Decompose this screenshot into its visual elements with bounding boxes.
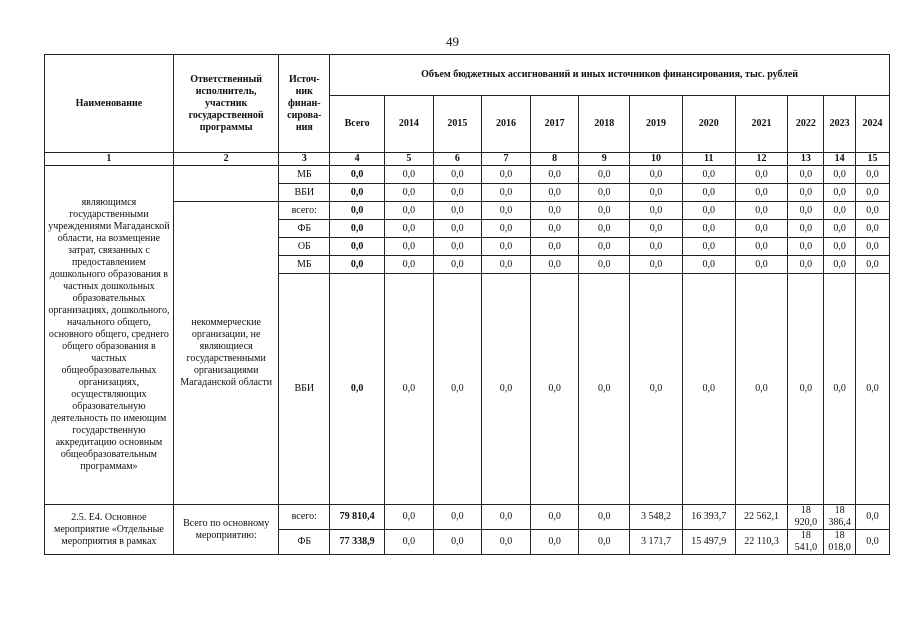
column-number: 3 (279, 153, 330, 166)
value-cell: 0,0 (433, 238, 482, 256)
total-cell: 0,0 (330, 256, 385, 274)
value-cell: 0,0 (630, 238, 683, 256)
value-cell: 3 548,2 (630, 505, 683, 530)
value-cell: 0,0 (433, 202, 482, 220)
activity-name-cell: являющимся государственными учреждениями Магаданской области, на возмещение затрат, связанных с предоставлением дошкольного образования в частных дошкольных образовательных организациях, дошкольного, начального общего, основного общего, среднего общего образования в частных общеобразовательных организациях, осуществляющих образовательную деятельность по имеющим государственную аккредитацию основным общеобразовательным программам» (45, 166, 174, 505)
value-cell: 0,0 (385, 274, 434, 505)
total-cell: 0,0 (330, 220, 385, 238)
executor-cell: Всего по основному мероприятию: (173, 505, 279, 555)
column-number: 13 (788, 153, 824, 166)
header-source: Источ-ник финан-сирова-ния (279, 55, 330, 153)
value-cell: 0,0 (788, 202, 824, 220)
value-cell: 0,0 (824, 184, 856, 202)
value-cell: 0,0 (682, 202, 735, 220)
value-cell: 0,0 (530, 220, 579, 238)
executor-cell: некоммерческие организации, не являющиеся государственными организациями Магаданской области (173, 202, 279, 505)
value-cell: 0,0 (682, 220, 735, 238)
value-cell: 0,0 (630, 166, 683, 184)
value-cell: 18 386,4 (824, 505, 856, 530)
header-year: 2018 (579, 96, 630, 153)
value-cell: 22 562,1 (735, 505, 788, 530)
value-cell: 0,0 (856, 220, 890, 238)
value-cell: 0,0 (856, 238, 890, 256)
value-cell: 0,0 (385, 166, 434, 184)
value-cell: 0,0 (579, 274, 630, 505)
source-cell: МБ (279, 256, 330, 274)
value-cell: 18 920,0 (788, 505, 824, 530)
value-cell: 0,0 (530, 274, 579, 505)
column-number: 2 (173, 153, 279, 166)
value-cell: 0,0 (530, 256, 579, 274)
value-cell: 0,0 (682, 166, 735, 184)
value-cell: 0,0 (856, 256, 890, 274)
value-cell: 0,0 (788, 238, 824, 256)
activity-name-cell: 2.5. Е4. Основное мероприятие «Отдельные мероприятия в рамках (45, 505, 174, 555)
value-cell: 0,0 (630, 274, 683, 505)
value-cell: 0,0 (824, 202, 856, 220)
value-cell: 0,0 (385, 238, 434, 256)
value-cell: 0,0 (856, 505, 890, 530)
value-cell: 0,0 (482, 505, 531, 530)
column-number: 7 (482, 153, 531, 166)
column-number: 12 (735, 153, 788, 166)
header-year: 2015 (433, 96, 482, 153)
value-cell: 0,0 (482, 274, 531, 505)
total-cell: 79 810,4 (330, 505, 385, 530)
source-cell: ОБ (279, 238, 330, 256)
value-cell: 0,0 (530, 238, 579, 256)
value-cell: 0,0 (482, 220, 531, 238)
value-cell: 0,0 (530, 530, 579, 555)
value-cell: 0,0 (856, 202, 890, 220)
value-cell: 0,0 (735, 256, 788, 274)
value-cell: 0,0 (788, 220, 824, 238)
value-cell: 0,0 (530, 184, 579, 202)
column-number: 10 (630, 153, 683, 166)
value-cell: 0,0 (735, 166, 788, 184)
value-cell: 0,0 (682, 184, 735, 202)
value-cell: 0,0 (579, 220, 630, 238)
value-cell: 0,0 (579, 202, 630, 220)
value-cell: 0,0 (856, 274, 890, 505)
value-cell: 0,0 (482, 202, 531, 220)
value-cell: 0,0 (824, 256, 856, 274)
header-year: 2021 (735, 96, 788, 153)
table-row (45, 166, 890, 184)
value-cell: 0,0 (735, 274, 788, 505)
value-cell: 0,0 (385, 220, 434, 238)
value-cell: 0,0 (824, 166, 856, 184)
column-number: 4 (330, 153, 385, 166)
value-cell: 0,0 (433, 166, 482, 184)
value-cell: 0,0 (530, 166, 579, 184)
value-cell: 0,0 (433, 274, 482, 505)
header-year: 2020 (682, 96, 735, 153)
value-cell: 3 171,7 (630, 530, 683, 555)
header-year: 2024 (856, 96, 890, 153)
value-cell: 0,0 (735, 202, 788, 220)
source-cell: всего: (279, 202, 330, 220)
header-year: 2017 (530, 96, 579, 153)
header-year: 2016 (482, 96, 531, 153)
column-number: 11 (682, 153, 735, 166)
value-cell: 0,0 (385, 505, 434, 530)
header-year: 2019 (630, 96, 683, 153)
value-cell: 0,0 (824, 220, 856, 238)
header-year: 2014 (385, 96, 434, 153)
executor-cell-empty (173, 166, 279, 202)
header-year: 2023 (824, 96, 856, 153)
column-number: 15 (856, 153, 890, 166)
value-cell: 15 497,9 (682, 530, 735, 555)
value-cell: 0,0 (482, 166, 531, 184)
source-cell: МБ (279, 166, 330, 184)
header-name: Наименование (45, 55, 174, 153)
column-number: 1 (45, 153, 174, 166)
value-cell: 0,0 (824, 238, 856, 256)
total-cell: 0,0 (330, 184, 385, 202)
column-number: 8 (530, 153, 579, 166)
budget-table (44, 54, 890, 555)
total-cell: 0,0 (330, 274, 385, 505)
value-cell: 0,0 (433, 220, 482, 238)
page-number: 49 (446, 34, 459, 49)
value-cell: 0,0 (824, 274, 856, 505)
source-cell: ФБ (279, 220, 330, 238)
value-cell: 0,0 (856, 184, 890, 202)
value-cell: 0,0 (682, 274, 735, 505)
value-cell: 0,0 (530, 202, 579, 220)
value-cell: 0,0 (433, 530, 482, 555)
value-cell: 0,0 (630, 184, 683, 202)
header-budget-group: Объем бюджетных ассигнований и иных источников финансирования, тыс. рублей (330, 55, 890, 96)
value-cell: 0,0 (579, 166, 630, 184)
value-cell: 0,0 (579, 530, 630, 555)
value-cell: 0,0 (788, 274, 824, 505)
value-cell: 18 018,0 (824, 530, 856, 555)
value-cell: 0,0 (530, 505, 579, 530)
value-cell: 0,0 (433, 184, 482, 202)
value-cell: 0,0 (735, 238, 788, 256)
table-row (45, 505, 890, 530)
value-cell: 0,0 (482, 256, 531, 274)
value-cell: 0,0 (385, 202, 434, 220)
value-cell: 0,0 (630, 220, 683, 238)
value-cell: 0,0 (433, 256, 482, 274)
value-cell: 0,0 (482, 530, 531, 555)
header-executor: Ответственный исполнитель, участник государственной программы (173, 55, 279, 153)
total-cell: 77 338,9 (330, 530, 385, 555)
value-cell: 0,0 (735, 220, 788, 238)
value-cell: 0,0 (856, 530, 890, 555)
value-cell: 0,0 (579, 505, 630, 530)
value-cell: 18 541,0 (788, 530, 824, 555)
column-numbers-row (45, 153, 890, 166)
source-cell: ВБИ (279, 274, 330, 505)
header-year: 2022 (788, 96, 824, 153)
total-cell: 0,0 (330, 238, 385, 256)
value-cell: 0,0 (630, 256, 683, 274)
source-cell: ВБИ (279, 184, 330, 202)
value-cell: 0,0 (788, 166, 824, 184)
value-cell: 0,0 (385, 184, 434, 202)
value-cell: 0,0 (482, 238, 531, 256)
value-cell: 22 110,3 (735, 530, 788, 555)
value-cell: 0,0 (579, 184, 630, 202)
value-cell: 0,0 (682, 238, 735, 256)
column-number: 14 (824, 153, 856, 166)
value-cell: 0,0 (682, 256, 735, 274)
value-cell: 0,0 (788, 256, 824, 274)
total-cell: 0,0 (330, 166, 385, 184)
value-cell: 0,0 (385, 530, 434, 555)
value-cell: 0,0 (385, 256, 434, 274)
value-cell: 0,0 (482, 184, 531, 202)
column-number: 5 (385, 153, 434, 166)
source-cell: всего: (279, 505, 330, 530)
total-cell: 0,0 (330, 202, 385, 220)
value-cell: 0,0 (788, 184, 824, 202)
value-cell: 0,0 (579, 238, 630, 256)
value-cell: 0,0 (433, 505, 482, 530)
value-cell: 0,0 (735, 184, 788, 202)
value-cell: 0,0 (630, 202, 683, 220)
column-number: 6 (433, 153, 482, 166)
value-cell: 0,0 (856, 166, 890, 184)
value-cell: 0,0 (579, 256, 630, 274)
source-cell: ФБ (279, 530, 330, 555)
header-total: Всего (330, 96, 385, 153)
column-number: 9 (579, 153, 630, 166)
value-cell: 16 393,7 (682, 505, 735, 530)
